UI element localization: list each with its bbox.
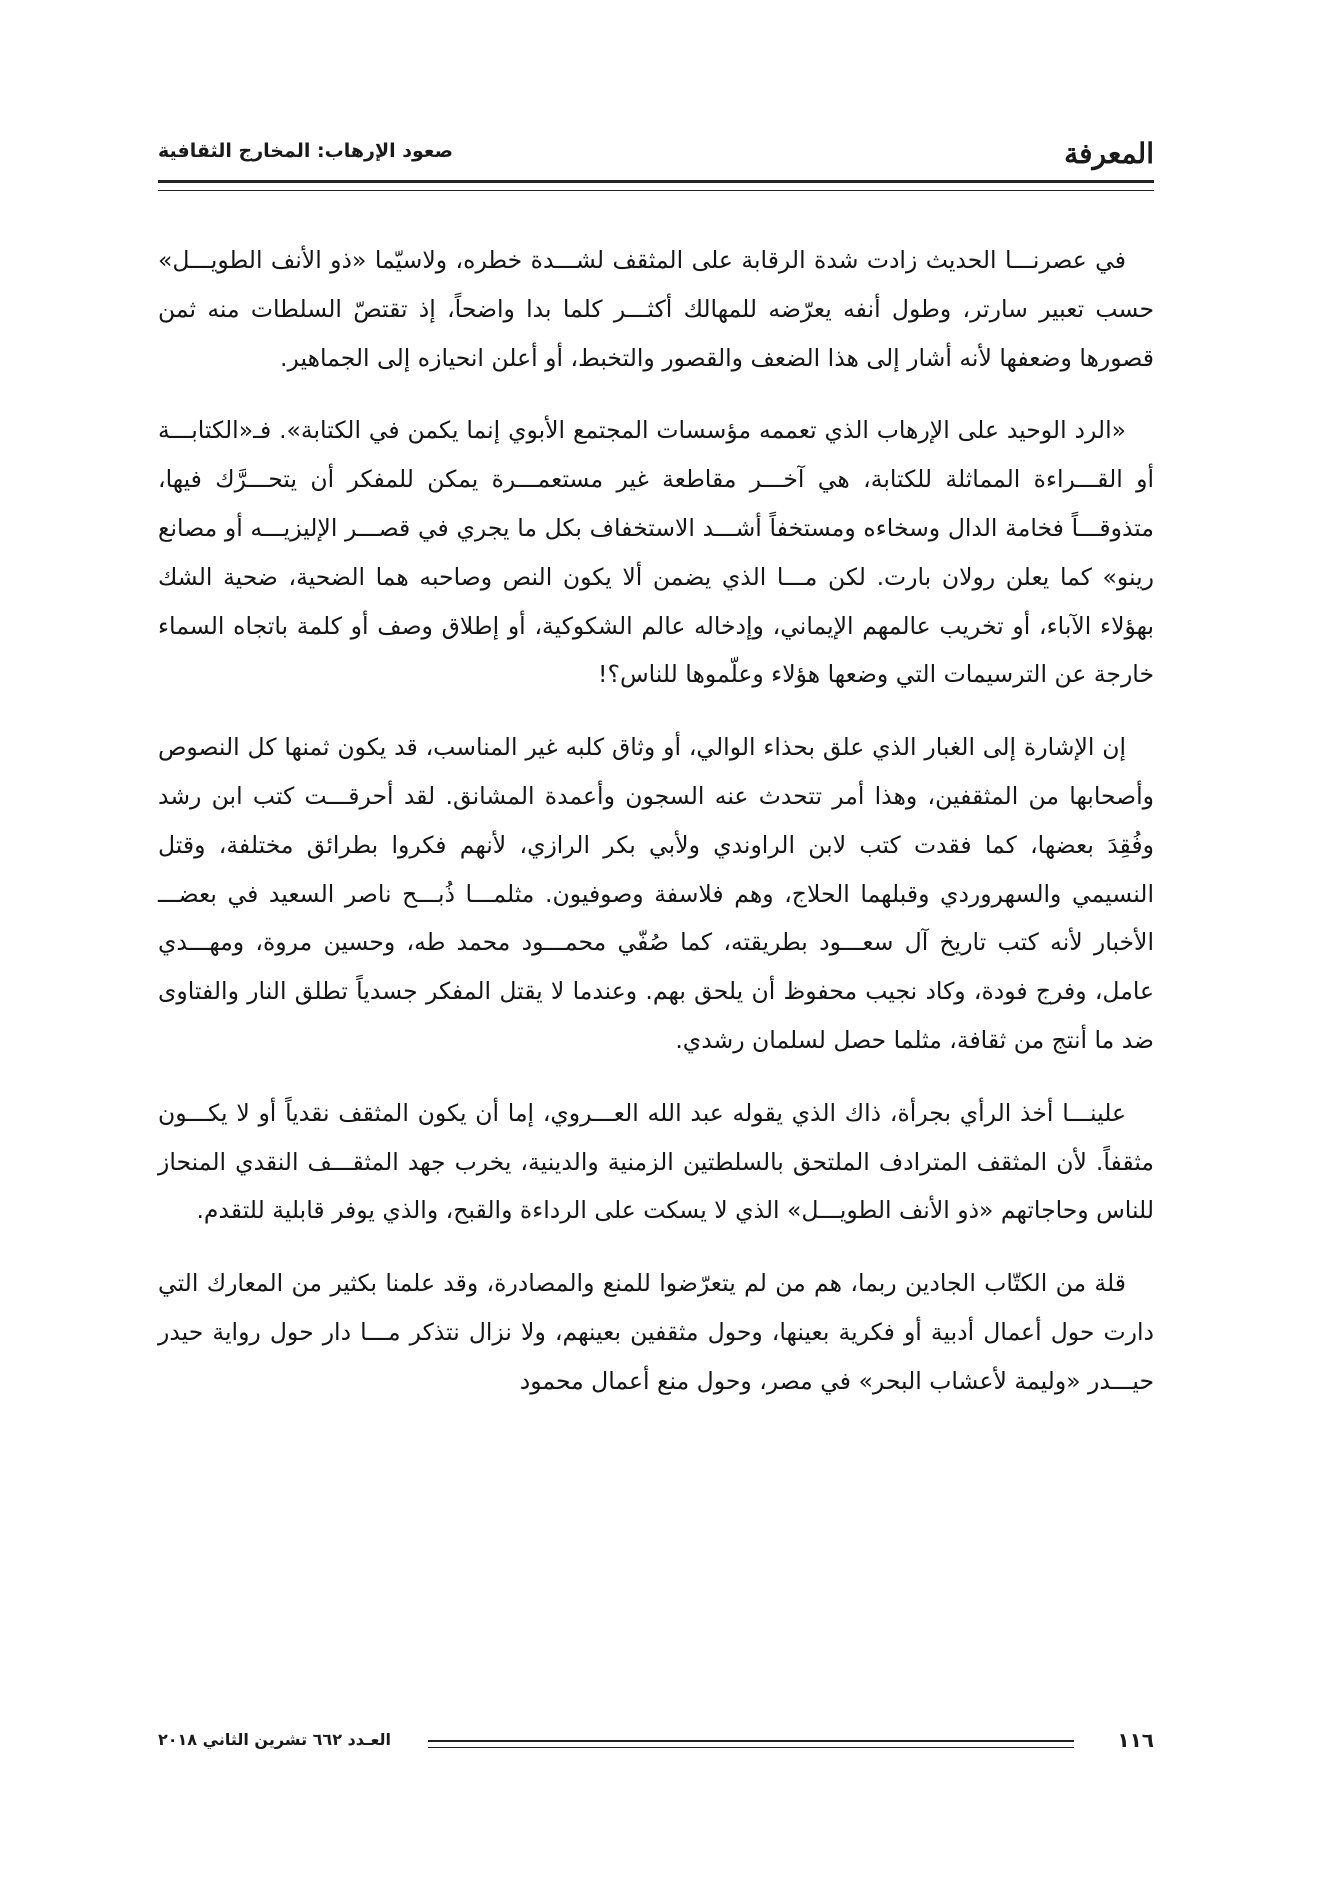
issue-info: العـدد ٦٦٢ تشرين الثاني ٢٠١٨ bbox=[158, 1730, 391, 1749]
magazine-logo: المعرفة bbox=[1064, 137, 1154, 170]
article-body bbox=[158, 236, 1154, 1430]
page-number: ١١٦ bbox=[1117, 1728, 1154, 1752]
page-header bbox=[158, 136, 1154, 176]
paragraph-2: «الرد الوحيد على الإرهاب الذي تعممه مؤسسات المجتمع الأبوي إنما يكمن في الكتابة». فـ«الكتابـــة أو القـــراءة المماثلة للكتابة، هي آخـــر مقاطعة غير مستعمـــرة يمكن للمفكر أن يتحـــرَّك فيها، متذوقـــاً فخامة الدال وسخاءه ومستخفاً أشـــد الاستخفاف بكل ما يجري في قصـــر الإليزيـــه أو مصانع رينو» كما يعلن رولان بارت. لكن مـــا الذي يضمن ألا يكون النص وصاحبه هما الضحية، ضحية الشك بهؤلاء الآباء، أو تخريب عالمهم الإيماني، وإدخاله عالم الشكوكية، أو إطلاق وصف أو كلمة باتجاه السماء خارجة عن الترسيمات التي وضعها هؤلاء وعلّموها للناس؟! bbox=[158, 416, 1154, 689]
paragraph-5: قلة من الكتّاب الجادين ربما، هم من لم يتعرّضوا للمنع والمصادرة، وقد علمنا بكثير من المعارك التي دارت حول أعمال أدبية أو فكرية بعينها، وحول مثقفين بعينهم، ولا نزال نتذكر مـــا دار حول رواية حيدر حيـــدر «وليمة لأعشاب البحر» في مصر، وحول منع أعمال محمود bbox=[158, 1269, 1154, 1395]
header-rule bbox=[158, 180, 1154, 191]
footer-rule bbox=[428, 1740, 1074, 1748]
paragraph-1: في عصرنـــا الحديث زادت شدة الرقابة على المثقف لشـــدة خطره، ولاسيّما «ذو الأنف الطويـــل» حسب تعبير سارتر، وطول أنفه يعرّضه للمهالك أكثـــر كلما بدا واضحاً، إذ تقتصّ السلطات منه ثمن قصورها وضعفها لأنه أشار إلى هذا الضعف والقصور والتخبط، أو أعلن انحيازه إلى الجماهير. bbox=[158, 246, 1154, 372]
paragraph-3: إن الإشارة إلى الغبار الذي علق بحذاء الوالي، أو وثاق كلبه غير المناسب، قد يكون ثمنها كل النصوص وأصحابها من المثقفين، وهذا أمر تتحدث عنه السجون وأعمدة المشانق. لقد أحرقـــت كتب ابن رشد وفُقِدَ بعضها، كما فقدت كتب لابن الراوندي ولأبي بكر الرازي، لأنهم فكروا بطرائق مختلفة، وقتل النسيمي والسهروردي وقبلهما الحلاج، وهم فلاسفة وصوفيون. مثلمـــا ذُبـــح ناصر السعيد في بعضـــ الأخبار لأنه كتب تاريخ آل سعـــود بطريقته، كما صُفّي محمـــود محمد طه، وحسين مروة، ومهـــدي عامل، وفرج فودة، وكاد نجيب محفوظ أن يلحق بهم. وعندما لا يقتل المفكر جسدياً تطلق النار والفتاوى ضد ما أنتج من ثقافة، مثلما حصل لسلمان رشدي. bbox=[158, 733, 1154, 1054]
running-title: صعود الإرهاب: المخارج الثقافية bbox=[158, 140, 453, 162]
paragraph-4: علينـــا أخذ الرأي بجرأة، ذاك الذي يقوله عبد الله العـــروي، إما أن يكون المثقف نقدياً أو لا يكـــون مثقفاً. لأن المثقف المترادف الملتحق بالسلطتين الزمنية والدينية، يخرب جهد المثقـــف النقدي المنحاز للناس وحاجاتهم «ذو الأنف الطويـــل» الذي لا يسكت على الرداءة والقبح، والذي يوفر قابلية للتقدم. bbox=[158, 1098, 1154, 1225]
page-footer bbox=[158, 1728, 1154, 1758]
